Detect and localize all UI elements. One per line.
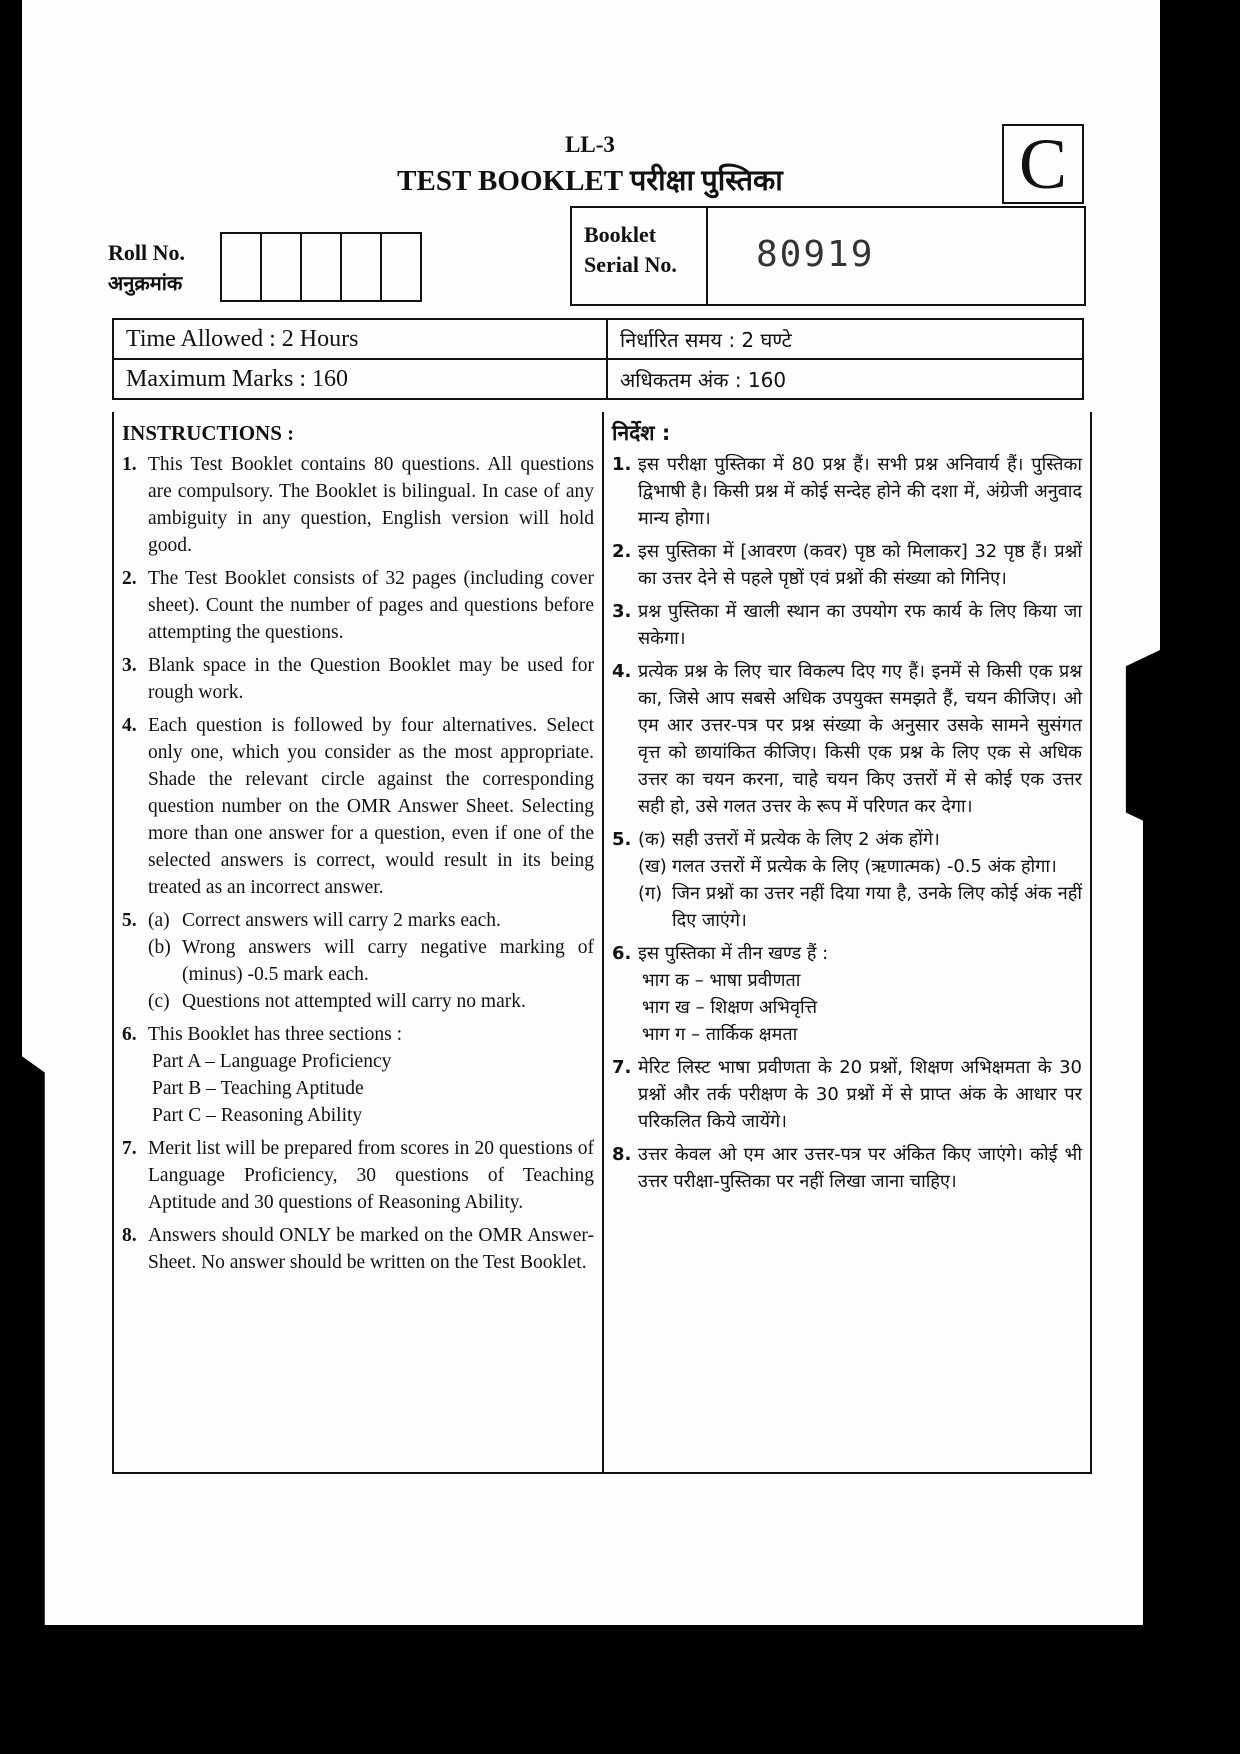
serial-label-line1: Booklet: [584, 222, 657, 247]
roll-digit-box[interactable]: [222, 234, 262, 300]
instruction-item: 4. Each question is followed by four alternatives. Select only one, which you consider as the most appropriate. Shade the relevant circle against the corresponding question number on the OMR Answer Sheet. Selecting more than one answer for a question, even if one of the selected answers is correct, would result in its being treated as an incorrect answer.: [122, 715, 594, 898]
instruction-item: 7. Merit list will be prepared from scores in 20 questions of Language Proficiency, 30 questions of Teaching Aptitude and 30 questions of Reasoning Ability.: [122, 1138, 594, 1213]
instructions-panel: [112, 412, 1092, 1474]
exam-info-table: [112, 318, 1084, 400]
instruction-item: 3. प्रश्न पुस्तिका में खाली स्थान का उपयोग रफ कार्य के लिए किया जा सकेगा।: [612, 601, 1082, 649]
max-marks-hi: अधिकतम अंक : 160: [607, 359, 1083, 399]
booklet-title: TEST BOOKLET परीक्षा पुस्तिका: [397, 165, 783, 197]
instruction-item: 4. प्रत्येक प्रश्न के लिए चार विकल्प दिए गए हैं। इनमें से किसी एक प्रश्न का, जिसे आप सबसे अधिक उपयुक्त समझते हैं, चयन कीजिए। ओ एम आर उत्तर-पत्र पर प्रश्न संख्या के अनुसार उसके सामने सुसंगत वृत्त को छायांकित कीजिए। किसी एक प्रश्न के लिए एक से अधिक उत्तर का चयन करना, चाहे चयन किए उत्तरों में से कोई एक उत्तर सही हो, उसे गलत उत्तर के रूप में परिणत कर देगा।: [612, 661, 1082, 817]
roll-digit-box[interactable]: [342, 234, 382, 300]
serial-label-line2: Serial No.: [584, 252, 677, 277]
instruction-item: 8. उत्तर केवल ओ एम आर उत्तर-पत्र पर अंकित किए जाएंगे। कोई भी उत्तर परीक्षा-पुस्तिका पर नहीं लिखा जाना चाहिए।: [612, 1144, 1082, 1192]
instructions-english: [122, 420, 594, 1282]
column-divider: [602, 412, 604, 1472]
section-part-a: भाग क – भाषा प्रवीणता: [642, 970, 801, 991]
instruction-item-sections: 6. इस पुस्तिका में तीन खण्ड हैं : भाग क – भाषा प्रवीणता भाग ख – शिक्षण अभिवृत्ति भाग ग – तार्किक क्षमता: [612, 940, 1082, 1048]
instruction-item: 1. इस परीक्षा पुस्तिका में 80 प्रश्न हैं। सभी प्रश्न अनिवार्य हैं। पुस्तिका द्विभाषी है। किसी प्रश्न में कोई सन्देह होने की दशा में, अंग्रेजी अनुवाद मान्य होगा।: [612, 454, 1082, 529]
instructions-hindi: [612, 420, 1082, 1201]
max-marks-en: Maximum Marks : 160: [113, 359, 607, 399]
instruction-item: 8. Answers should ONLY be marked on the OMR Answer-Sheet. No answer should be written on the Test Booklet.: [122, 1225, 594, 1273]
roll-number-boxes[interactable]: [220, 232, 422, 302]
instruction-item-sections: 6. This Booklet has three sections : Part A – Language Proficiency Part B – Teaching Aptitude Part C – Reasoning Ability: [122, 1021, 594, 1129]
serial-number: 80919: [756, 234, 875, 275]
time-allowed-hi: निर्धारित समय : 2 घण्टे: [607, 319, 1083, 359]
section-part-b: भाग ख – शिक्षण अभिवृत्ति: [642, 997, 818, 1018]
roll-number-label: [108, 238, 185, 298]
booklet-code: LL-3: [565, 132, 615, 157]
section-part-a: Part A – Language Proficiency: [152, 1051, 392, 1072]
roll-label-hi: अनुक्रमांक: [108, 271, 183, 295]
roll-digit-box[interactable]: [382, 234, 420, 300]
section-part-c: Part C – Reasoning Ability: [152, 1105, 363, 1126]
series-letter-box: C: [1002, 124, 1084, 204]
instruction-item: 7. मेरिट लिस्ट भाषा प्रवीणता के 20 प्रश्नों, शिक्षण अभिक्षमता के 30 प्रश्नों और तर्क परीक्षण के 30 प्रश्नों में से प्राप्त अंक के आधार पर परिकलित किये जायेंगे।: [612, 1057, 1082, 1132]
instructions-heading-hi: निर्देश :: [612, 421, 671, 445]
instruction-item-marking: 5. (क) सही उत्तरों में प्रत्येक के लिए 2 अंक होंगे। (ख) गलत उत्तरों में प्रत्येक के लिए (ऋणात्मक) -0.5 अंक होगा। (ग) जिन प्रश्नों का उत्तर नहीं दिया गया है, उनके लिए कोई अंक नहीं दिए जाएंगे।: [612, 829, 1082, 931]
instruction-item: 1. This Test Booklet contains 80 questions. All questions are compulsory. The Booklet is bilingual. In case of any ambiguity in any question, English version will hold good.: [122, 454, 594, 556]
instructions-heading-en: INSTRUCTIONS :: [122, 421, 295, 445]
section-part-c: भाग ग – तार्किक क्षमता: [642, 1024, 798, 1045]
section-part-b: Part B – Teaching Aptitude: [152, 1078, 364, 1099]
serial-label: [572, 208, 708, 304]
time-allowed-en: Time Allowed : 2 Hours: [113, 319, 607, 359]
instruction-item: 2. The Test Booklet consists of 32 pages (including cover sheet). Count the number of pages and questions before attempting the questions.: [122, 568, 594, 643]
instruction-item: 2. इस पुस्तिका में [आवरण (कवर) पृष्ठ को मिलाकर] 32 पृष्ठ हैं। प्रश्नों का उत्तर देने से पहले पृष्ठों एवं प्रश्नों की संख्या को गिनिए।: [612, 541, 1082, 589]
roll-label-en: Roll No.: [108, 240, 185, 265]
instruction-item: 3. Blank space in the Question Booklet may be used for rough work.: [122, 655, 594, 703]
roll-digit-box[interactable]: [262, 234, 302, 300]
roll-digit-box[interactable]: [302, 234, 342, 300]
booklet-serial-box: [570, 206, 1086, 306]
instruction-item-marking: 5. (a) Correct answers will carry 2 marks each. (b) Wrong answers will carry negative marking of (minus) -0.5 mark each. (c) Questions not attempted will carry no mark.: [122, 910, 594, 1012]
